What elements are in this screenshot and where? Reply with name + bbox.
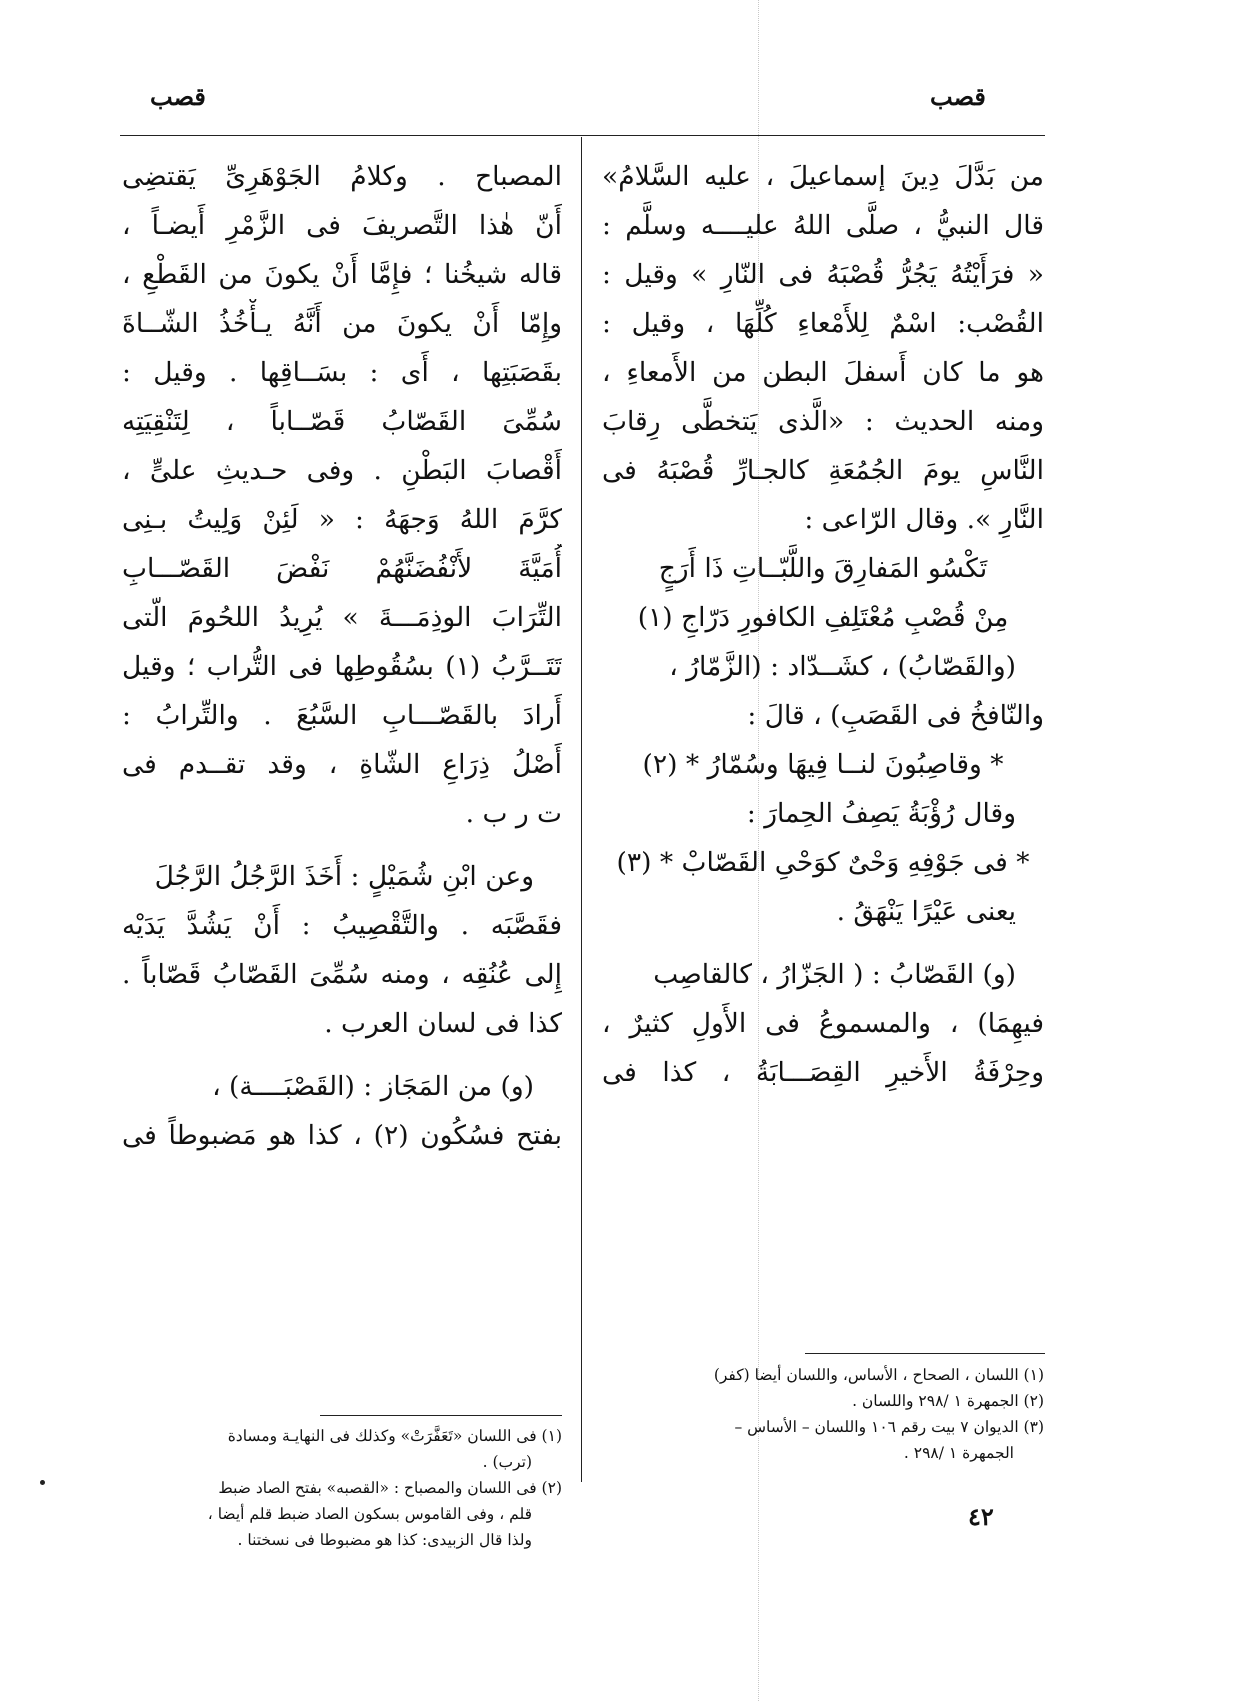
text-line: النَّاسِ يومَ الجُمُعَةِ كالجـارِّ قُصْبَهُ فى (602, 455, 1044, 486)
text-line: وعن ابْنِ شُمَيْلٍ : أَخَذَ الرَّجُلُ الرَّجُلَ (154, 861, 534, 892)
text-line: يعنى عَيْرًا يَنْهَقُ . (836, 896, 1016, 927)
header-rule (120, 135, 1045, 136)
text-line: كذا فى لسان العرب . (324, 1008, 562, 1039)
text-line: قال النبيُّ ، صلَّى اللهُ عليــــه وسلَّم : (602, 210, 1044, 241)
footnote-continuation: قلم ، وفى القاموس بسكون الصاد ضبط قلم أيضا ، (207, 1505, 532, 1523)
running-head-right: قصب (930, 82, 986, 111)
text-line: أَنّ هٰذا التَّصريفَ فى الزَّمْرِ أَيضـاً ، (122, 210, 562, 241)
text-line: أَرادَ بالقَصّـــابِ السَّبُعَ . والتِّرابُ : (122, 700, 562, 731)
footnote: (١) اللسان ، الصحاح ، الأساس، واللسان أيضا (كفر) (713, 1366, 1044, 1384)
footnote: (٢) الجمهرة ١ /٢٩٨ واللسان . (852, 1392, 1044, 1410)
text-line: فيهِمَا) ، والمسموعُ فى الأَولِ كثيرٌ ، (602, 1008, 1044, 1039)
verse-line: مِنْ قُصْبِ مُعْتَلِفِ الكافورِ دَرّاجِ (١) (637, 602, 1009, 633)
footnotes-right (602, 1362, 1044, 1466)
text-line: كرَّمَ اللهُ وَجهَهُ : « لَئِنْ وَلِيتُ بـنِى (122, 504, 562, 535)
text-line: من بَدَّلَ دِينَ إسماعيلَ ، عليه السَّلامُ» (602, 161, 1044, 192)
text-line: أَقْصابَ البَطْنِ . وفى حـديثِ علىٍّ ، (122, 455, 562, 486)
text-line: « فرَأَيْتُهُ يَجُرُّ قُصْبَهُ فى النّارِ » وقيل : (602, 259, 1044, 290)
text-line: القُصْب: اسْمٌ لِلأَمْعاءِ كُلِّهَا ، وقيل : (602, 308, 1044, 339)
text-line: تَتَــرَّبُ (١) بسُقُوطِها فى التُّراب ؛ وقيل (122, 651, 562, 682)
text-line: وحِرْفَةُ الأَخيرِ القِصَـــابَةُ ، كذا فى (602, 1057, 1044, 1088)
text-line: أَصْلُ ذِرَاعِ الشّاةِ ، وقد تقــدم فى (122, 749, 562, 780)
footnote-continuation: (ترب) . (482, 1453, 532, 1471)
verse-line: * وقاصِبُونَ لنــا فِيهَا وسُمّارُ * (٢) (642, 749, 1004, 780)
text-line: (و) من المَجَاز : (القَصْبَــــة) ، (212, 1071, 534, 1102)
text-line: المصباح . وكلامُ الجَوْهَرِىِّ يَقتضِى (122, 161, 562, 192)
footnote: (٣) الديوان ٧ بيت رقم ١٠٦ واللسان – الأساس – (734, 1418, 1044, 1436)
verse-line: * فى جَوْفِهِ وَحْىٌ كوَحْىِ القَصّابْ * (٣) (616, 847, 1030, 878)
text-line: ومنه الحديث : «الَّذى يَتخطَّى رِقابَ (602, 406, 1044, 437)
text-line: أُمَيَّةَ لأَنْفُضَنَّهُمْ نَفْضَ القَصّـــابِ (122, 553, 562, 584)
text-line: (والقَصّابُ) ، كشَــدّاد : (الزَّمّارُ ، (669, 651, 1016, 682)
text-line: وإِمّا أَنْ يكونَ من أَنَّهُ يـأْخُذُ الشّــاةَ (122, 308, 562, 339)
text-line: بفتح فسُكُون (٢) ، كذا هو مَضبوطاً فى (122, 1120, 562, 1151)
footnotes-left (122, 1423, 562, 1553)
text-line: فقَصَّبَه . والتَّقْصِيبُ : أَنْ يَشُدَّ يَدَيْه (122, 910, 562, 941)
footnote: (١) فى اللسان «تَعَفَّرَتْ» وكذلك فى النهايـة ومسادة (227, 1427, 562, 1445)
column-divider (581, 137, 582, 1482)
footnote-rule-left (320, 1415, 562, 1416)
text-line: إِلى عُنُقِه ، ومنه سُمِّىَ القَصّابُ قَصّاباً . (122, 959, 562, 990)
footnote-rule-right (805, 1353, 1045, 1354)
text-line: والنّافخُ فى القَصَبِ) ، قالَ : (747, 700, 1044, 731)
text-line: ت ر ب . (465, 798, 562, 829)
text-line: قاله شيخُنا ؛ فإِمَّا أَنْ يكونَ من القَطْعِ ، (122, 259, 562, 290)
margin-ink-dot (40, 1480, 45, 1485)
text-line: بقَصَبَتِها ، أَى : بسَــاقِها . وقيل : (122, 357, 562, 388)
text-line: وقال رُؤْبَةُ يَصِفُ الحِمارَ : (746, 798, 1016, 829)
page-number: ٤٢ (968, 1502, 994, 1531)
text-line: التِّرَابَ الوذِمَـــةَ » يُرِيدُ اللحُومَ الّتى (122, 602, 562, 633)
footnote-continuation: الجمهرة ١ /٢٩٨ . (903, 1444, 1014, 1462)
right-column (602, 152, 1044, 1097)
text-line: النَّارِ ». وقال الرّاعى : (804, 504, 1044, 535)
text-line: سُمِّىَ القَصّابُ قَصّــاباً ، لِتَنْقِيَتِه (122, 406, 562, 437)
footnote-continuation: ولذا قال الزبيدى: كذا هو مضبوطا فى نسختنا . (237, 1531, 532, 1549)
text-line: هو ما كان أَسفلَ البطن من الأَمعاءِ ، (602, 357, 1044, 388)
footnote: (٢) فى اللسان والمصباح : «القصبه» بفتح الصاد ضبط (218, 1479, 562, 1497)
text-line: (و) القَصّابُ : ( الجَزّارُ ، كالقاصِب (653, 959, 1016, 990)
left-column (122, 152, 562, 1160)
verse-line: تَكْسُو المَفارِقَ واللَّبّــاتِ ذَا أَرَجٍ (658, 553, 988, 584)
running-head-left: قصب (150, 82, 206, 111)
